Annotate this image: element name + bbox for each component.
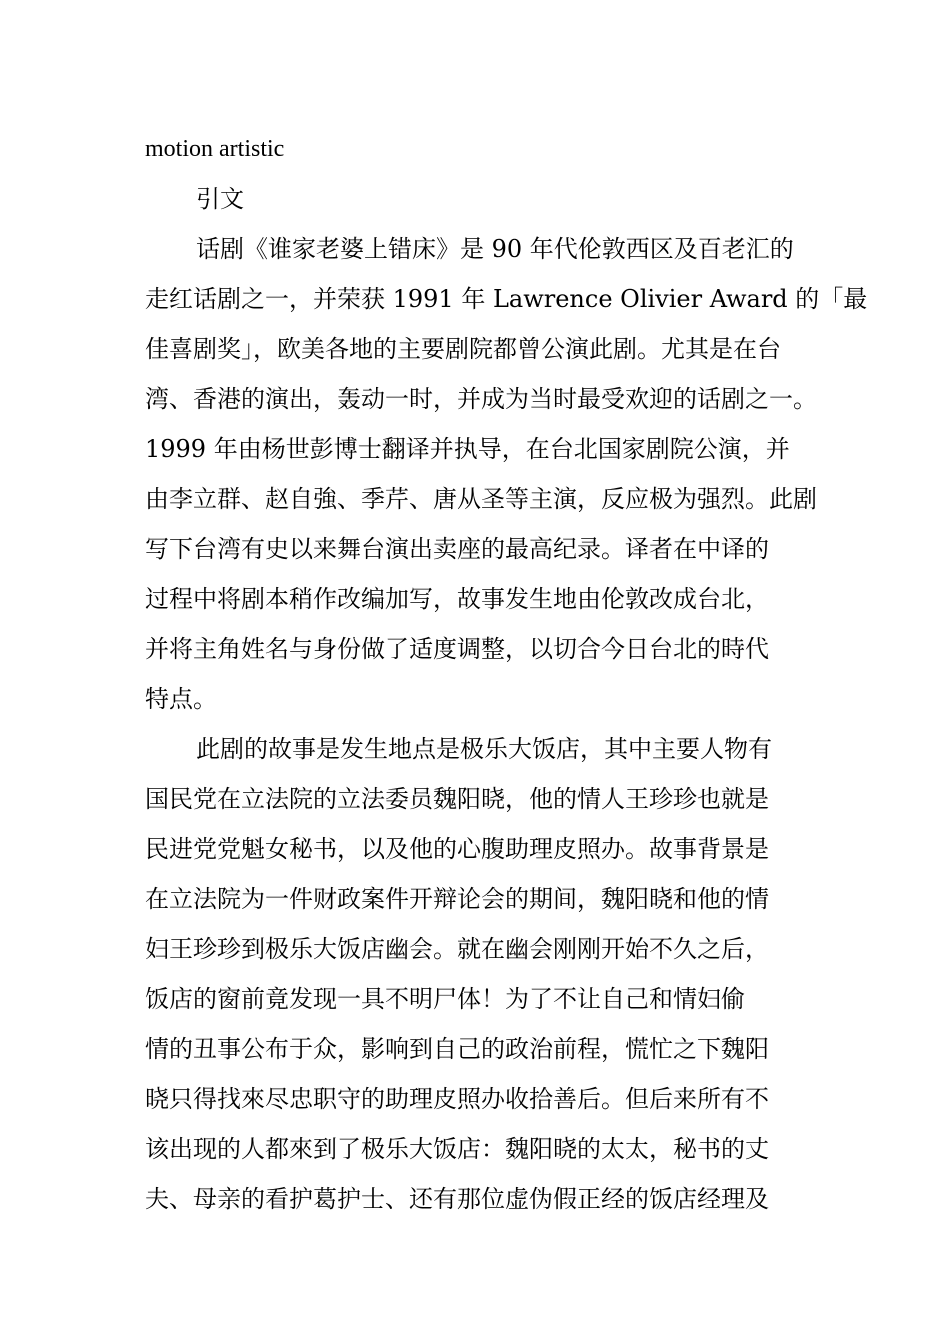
paragraph-line: 湾、香港的演出，轰动一时，并成为当时最受欢迎的话剧之一。 (145, 385, 817, 413)
paragraph-line: 过程中将剧本稍作改编加写，故事发生地由伦敦改成台北， (145, 585, 769, 613)
paragraph-line: 写下台湾有史以来舞台演出卖座的最高纪录。译者在中译的 (145, 535, 769, 563)
paragraph-line: 此剧的故事是发生地点是极乐大饭店，其中主要人物有 (196, 735, 772, 763)
paragraph-line: 在立法院为一件财政案件开辩论会的期间，魏阳晓和他的情 (145, 885, 769, 913)
paragraph-line: 话剧《谁家老婆上错床》是 90 年代伦敦西区及百老汇的 (196, 235, 794, 263)
paragraph-story (145, 724, 815, 1224)
paragraph-line: 情的丑事公布于众，影响到自己的政治前程，慌忙之下魏阳 (145, 1035, 769, 1063)
paragraph-line: 走红话剧之一，并荣获 1991 年 Lawrence Olivier Award 的「最 (145, 285, 868, 313)
paragraph-line: 夫、母亲的看护葛护士、还有那位虚伪假正经的饭店经理及 (145, 1185, 769, 1213)
paragraph-line: 由李立群、赵自強、季芹、唐从圣等主演，反应极为强烈。此剧 (145, 485, 817, 513)
section-title: 引文 (196, 185, 244, 213)
paragraph-intro (145, 224, 868, 724)
paragraph-line: 1999 年由杨世彭博士翻译并执导，在台北国家剧院公演，并 (145, 435, 790, 463)
heading-line: motion artistic (145, 136, 285, 162)
paragraph-line: 国民党在立法院的立法委员魏阳晓，他的情人王珍珍也就是 (145, 785, 769, 813)
paragraph-line: 饭店的窗前竟发现一具不明尸体！为了不让自己和情妇偷 (145, 985, 745, 1013)
paragraph-line: 该出现的人都來到了极乐大饭店：魏阳晓的太太，秘书的丈 (145, 1135, 769, 1163)
paragraph-line: 特点。 (145, 685, 217, 713)
paragraph-line: 晓只得找來尽忠职守的助理皮照办收拾善后。但后来所有不 (145, 1085, 769, 1113)
paragraph-line: 民进党党魁女秘书，以及他的心腹助理皮照办。故事背景是 (145, 835, 769, 863)
paragraph-line: 并将主角姓名与身份做了适度调整，以切合今日台北的時代 (145, 635, 769, 663)
paragraph-line: 妇王珍珍到极乐大饭店幽会。就在幽会刚刚开始不久之后， (145, 935, 769, 963)
document-body (145, 124, 868, 1224)
paragraph-line: 佳喜剧奖」，欧美各地的主要剧院都曾公演此剧。尤其是在台 (145, 335, 781, 363)
